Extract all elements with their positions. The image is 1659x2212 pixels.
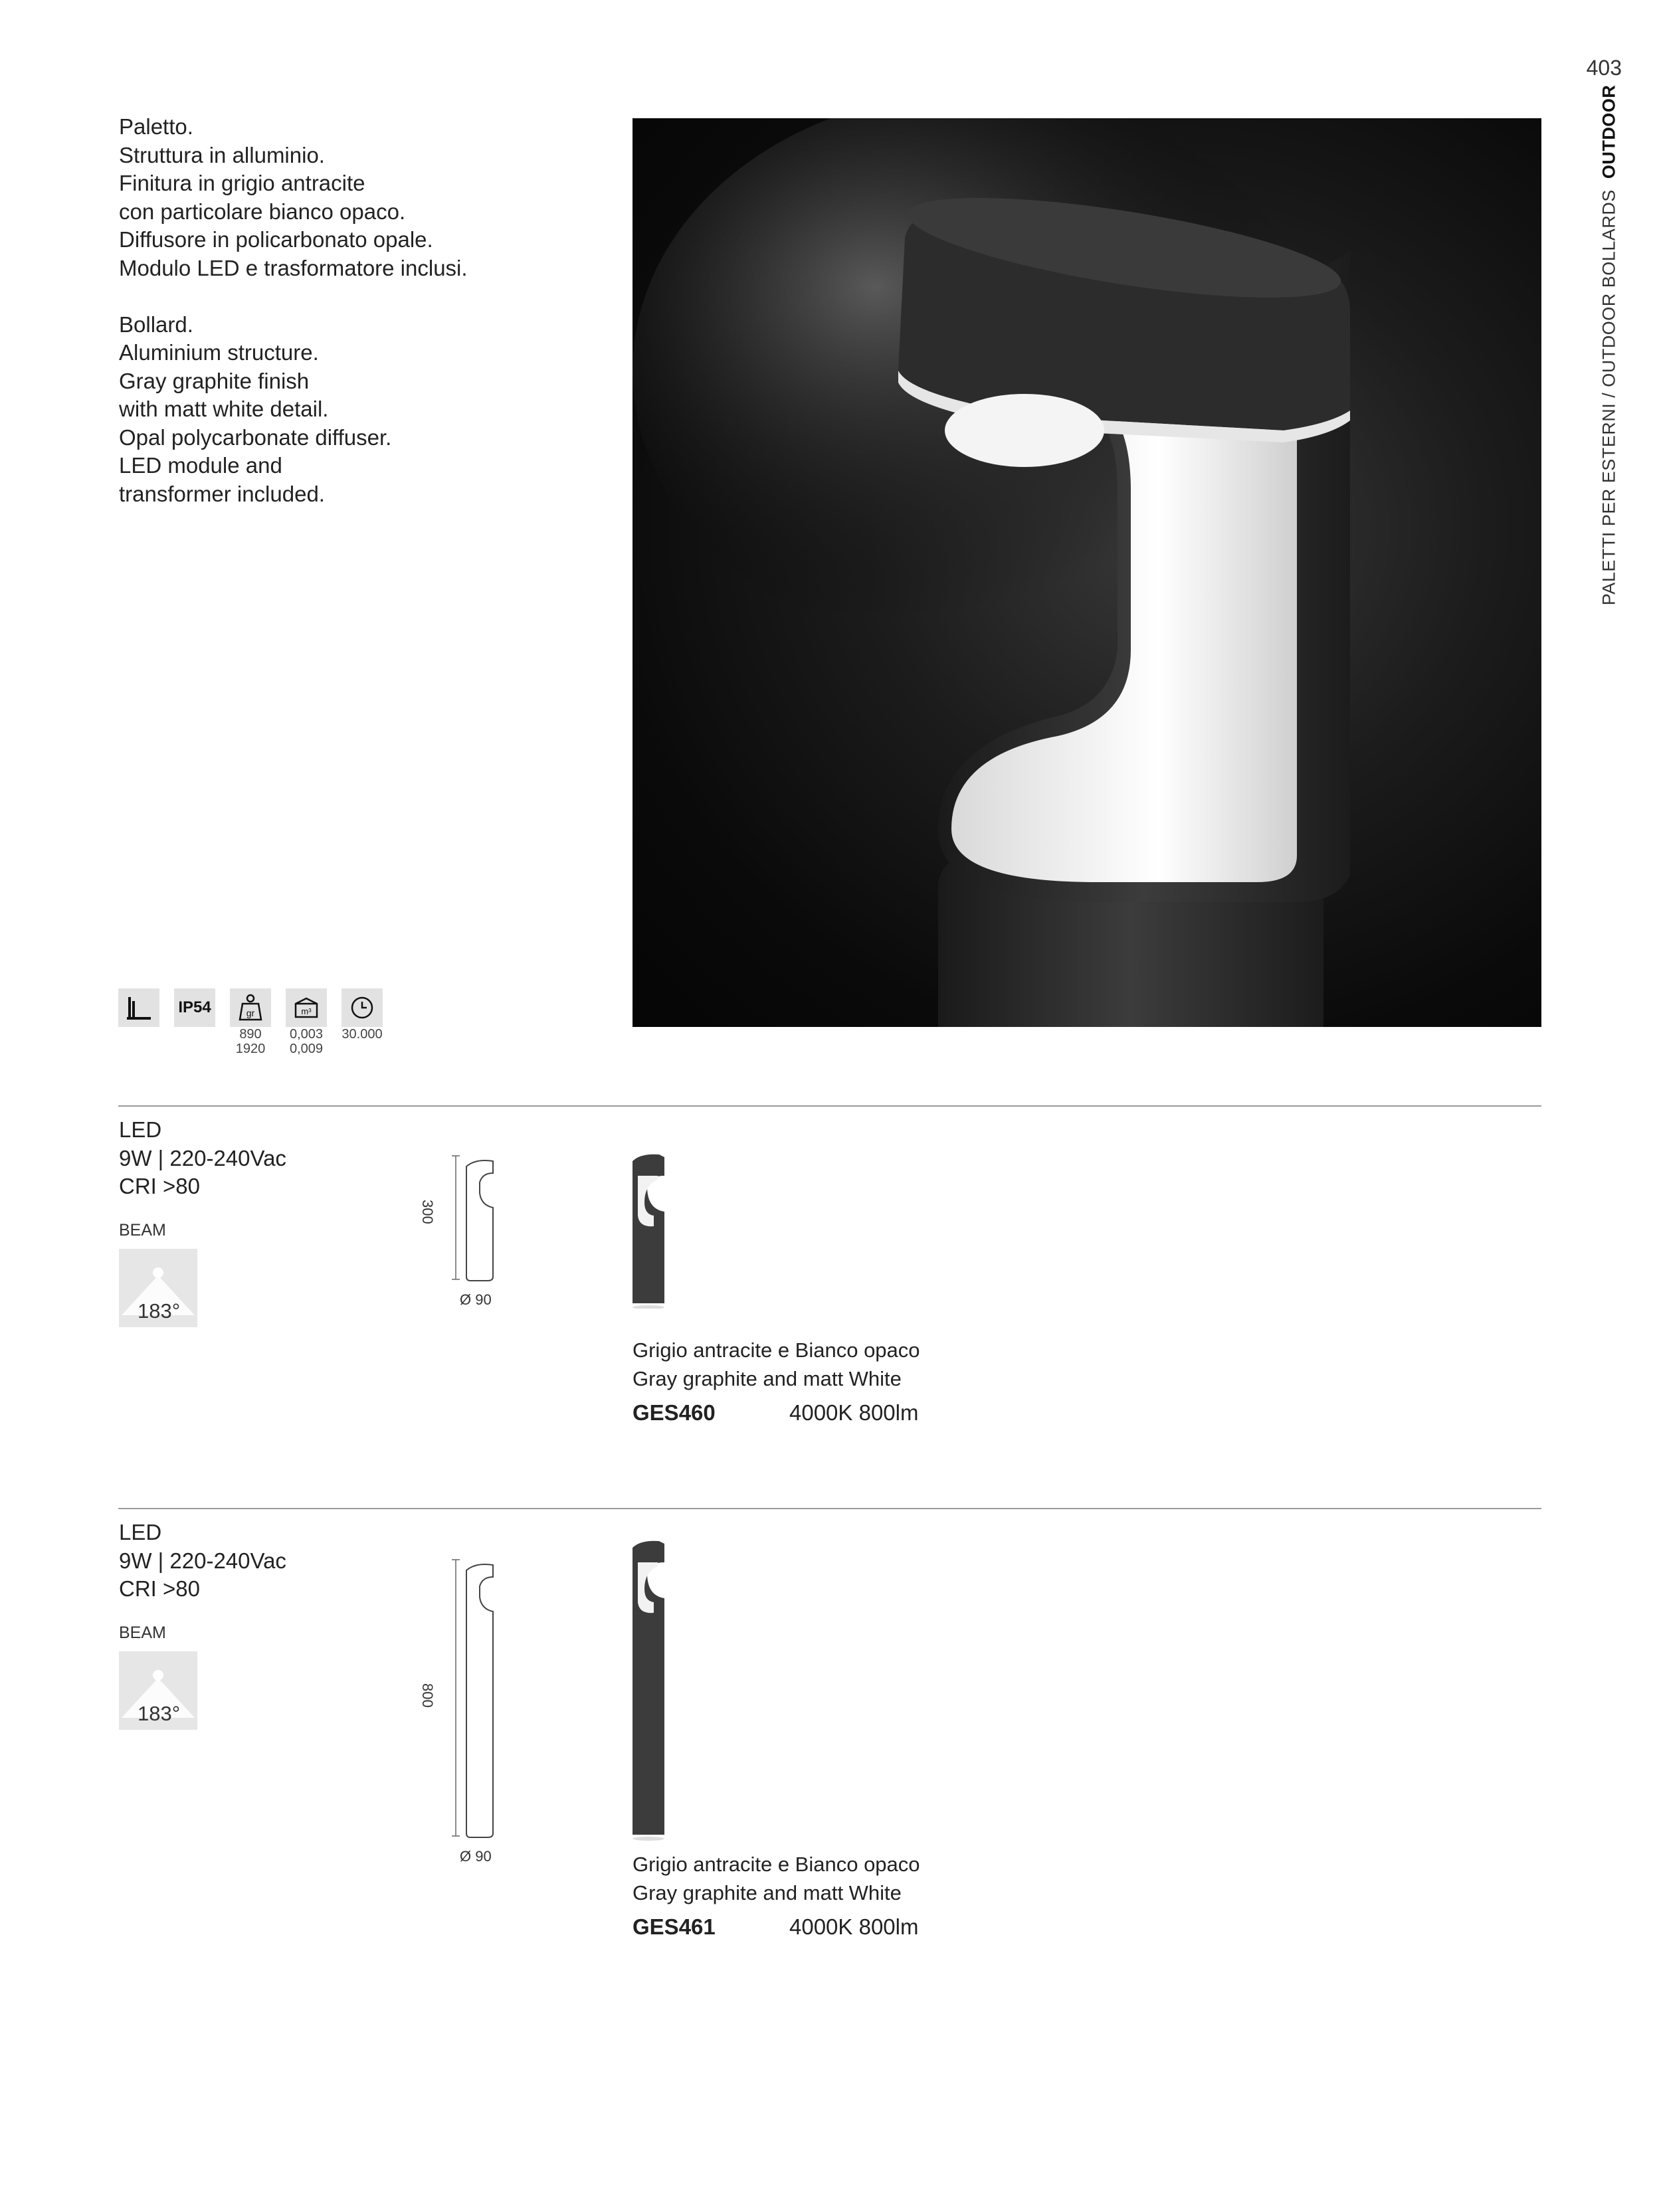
light-source: LED <box>119 1520 162 1544</box>
product-specs: 4000K 800lm <box>789 1400 919 1425</box>
finish-description <box>633 1336 920 1393</box>
volume-value: 0,009 <box>289 1042 324 1056</box>
floor-mount-icon <box>118 988 159 1027</box>
lifetime-value: 30.000 <box>342 1027 383 1042</box>
weight-value: 890 <box>239 1027 262 1042</box>
section-label-bold: OUTDOOR <box>1599 84 1619 179</box>
volume-icon-group <box>286 988 327 1056</box>
product-spec <box>119 1116 286 1201</box>
bollard-thumb-ges460 <box>625 1149 678 1309</box>
beam-angle: 183° <box>138 1299 181 1323</box>
clock-icon <box>342 988 383 1027</box>
weight-gr-icon <box>230 988 271 1027</box>
finish-description <box>633 1851 920 1907</box>
desc-it-line: Modulo LED e trasformatore inclusi. <box>119 255 468 280</box>
section-divider <box>118 1105 1541 1107</box>
mount-icon-group <box>118 988 159 1028</box>
section-label-text: PALETTI PER ESTERNI / OUTDOOR BOLLARDS <box>1599 189 1619 605</box>
height-dimension: 300 <box>419 1200 436 1224</box>
diameter-dimension: Ø 90 <box>460 1291 492 1308</box>
finish-it: Grigio antracite e Bianco opaco <box>633 1853 920 1876</box>
beam-label: BEAM <box>119 1623 166 1642</box>
desc-it-line: Diffusore in policarbonato opale. <box>119 227 433 252</box>
desc-en-line: with matt white detail. <box>119 397 329 421</box>
beam-diagram <box>119 1249 197 1327</box>
desc-en-line: LED module and <box>119 453 282 478</box>
section-label <box>1595 84 1624 605</box>
weight-value: 1920 <box>235 1042 266 1056</box>
desc-it-line: con particolare bianco opaco. <box>119 199 406 224</box>
finish-en: Gray graphite and matt White <box>633 1881 902 1904</box>
diameter-dimension: Ø 90 <box>460 1848 492 1865</box>
beam-angle: 183° <box>138 1702 181 1725</box>
desc-en-line: Opal polycarbonate diffuser. <box>119 424 392 450</box>
beam-label: BEAM <box>119 1221 166 1240</box>
dimension-drawing <box>419 1557 502 1865</box>
led-lens <box>945 394 1104 467</box>
spec-icons <box>118 988 383 1056</box>
bollard-outline-800 <box>449 1557 502 1843</box>
ip-rating-badge <box>174 988 215 1027</box>
weight-icon-group <box>230 988 271 1056</box>
product-thumbnail <box>625 1149 678 1312</box>
light-source: LED <box>119 1117 162 1142</box>
desc-en-line: Aluminium structure. <box>119 340 319 365</box>
page-number: 403 <box>1586 56 1622 80</box>
desc-it-line: Finitura in grigio antracite <box>119 171 365 195</box>
product-description <box>119 113 584 508</box>
volume-value: 0,003 <box>289 1027 324 1042</box>
svg-text:gr: gr <box>246 1008 255 1018</box>
desc-it-line: Struttura in alluminio. <box>119 142 325 167</box>
power-rating: 9W | 220-240Vac <box>119 1548 286 1573</box>
product-spec <box>119 1519 286 1604</box>
volume-values <box>286 1027 327 1056</box>
product-code: GES460 <box>633 1400 716 1425</box>
desc-en-line: Gray graphite finish <box>119 368 310 393</box>
section-divider <box>118 1508 1541 1509</box>
bollard-thumb-ges461 <box>625 1536 678 1841</box>
cri-rating: CRI >80 <box>119 1174 200 1198</box>
finish-en: Gray graphite and matt White <box>633 1366 902 1390</box>
desc-it-line: Paletto. <box>119 114 193 139</box>
power-rating: 9W | 220-240Vac <box>119 1145 286 1170</box>
svg-text:m³: m³ <box>301 1006 312 1016</box>
desc-en-line: Bollard. <box>119 312 193 337</box>
product-specs: 4000K 800lm <box>789 1914 919 1939</box>
finish-it: Grigio antracite e Bianco opaco <box>633 1338 920 1362</box>
cri-rating: CRI >80 <box>119 1576 200 1601</box>
product-thumbnail <box>625 1536 678 1845</box>
dimension-drawing <box>419 1153 502 1308</box>
bollard-outline-300 <box>449 1153 502 1286</box>
product-code-row <box>633 1400 918 1426</box>
ip-icon-group <box>174 988 215 1028</box>
ip-rating: IP54 <box>178 998 211 1016</box>
lifetime-icon-group <box>342 988 383 1042</box>
desc-en-line: transformer included. <box>119 481 325 506</box>
weight-values <box>230 1027 271 1056</box>
product-code-row <box>633 1914 918 1940</box>
hero-product-photo <box>633 118 1541 1027</box>
product-code: GES461 <box>633 1914 716 1939</box>
beam-diagram <box>119 1651 197 1730</box>
volume-m3-icon <box>286 988 327 1027</box>
height-dimension: 800 <box>419 1683 436 1708</box>
bollard-illustration <box>633 118 1541 1027</box>
